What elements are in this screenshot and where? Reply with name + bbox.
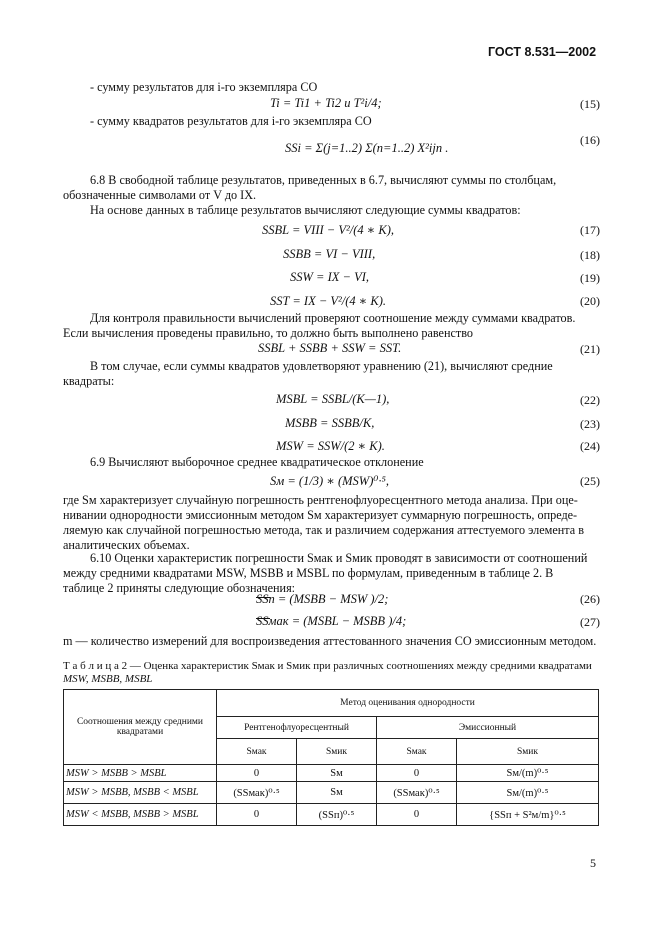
table-cell: 0: [377, 765, 457, 782]
paragraph-where-4: аналитических объемах.: [63, 538, 190, 552]
equation-number-23: (23): [580, 417, 600, 431]
table-cell: Sм/(m)⁰·⁵: [457, 782, 599, 804]
equation-16: SSi = Σ(j=1..2) Σ(n=1..2) X²ijn .: [285, 141, 449, 155]
page-number: 5: [590, 856, 596, 870]
equation-number-15: (15): [580, 97, 600, 111]
equation-17: SSBL = VIII − V²/(4 ∗ K),: [262, 223, 394, 237]
equation-23: MSBB = SSBB/K,: [285, 416, 375, 430]
paragraph-where-2: нивании однородности эмиссионным методом Sм характеризует суммарную погрешность, опреде-: [63, 508, 578, 522]
table-subheader: Sмик: [457, 739, 599, 765]
paragraph-sums: На основе данных в таблице результатов вычисляют следующие суммы квадратов:: [90, 203, 521, 217]
equation-15: Ti = Ti1 + Ti2 и T²i/4;: [270, 96, 382, 110]
table-cell: Sм: [297, 765, 377, 782]
equation-number-17: (17): [580, 223, 600, 237]
equation-number-24: (24): [580, 439, 600, 453]
equation-25: Sм = (1/3) ∗ (MSW)⁰·⁵,: [270, 474, 389, 488]
paragraph-control-cont: Если вычисления проведены правильно, то должно быть выполнено равенство: [63, 326, 473, 340]
table-row: [64, 804, 599, 826]
paragraph-control: Для контроля правильности вычислений проверяют соотношение между суммами квадратов.: [90, 311, 576, 325]
equation-20: SST = IX − V²/(4 ∗ K).: [270, 294, 387, 308]
paragraph-6-8: 6.8 В свободной таблице результатов, приведенных в 6.7, вычисляют суммы по столбцам,: [90, 173, 557, 187]
table-cell-condition: MSW > MSBB > MSBL: [64, 765, 217, 782]
equation-21: SSBL + SSBB + SSW = SST.: [258, 341, 402, 355]
paragraph-case-cont: квадраты:: [63, 374, 115, 388]
equation-24: MSW = SSW/(2 ∗ K).: [276, 439, 385, 453]
paragraph-6-10-cont2: таблице 2 приняты следующие обозначения:: [63, 581, 296, 595]
list-item-sum-squares: - сумму квадратов результатов для i-го экземпляра СО: [90, 114, 372, 128]
equation-number-19: (19): [580, 271, 600, 285]
paragraph-where-3: ляемую как случайной погрешностью метода, так и различием содержания аттестуемого элемента в: [63, 523, 584, 537]
equation-number-21: (21): [580, 342, 600, 356]
equation-number-27: (27): [580, 615, 600, 629]
table-cell-condition: MSW < MSBB, MSBB > MSBL: [64, 804, 217, 826]
table-cell: {SSп + S²м/m}⁰·⁵: [457, 804, 599, 826]
equation-number-16: (16): [580, 133, 600, 147]
paragraph-case: В том случае, если суммы квадратов удовлетворяют уравнению (21), вычисляют средние: [90, 359, 553, 373]
paragraph-6-10: 6.10 Оценки характеристик погрешности Sмак и Sмик проводят в зависимости от соотношений: [90, 551, 588, 565]
equation-number-26: (26): [580, 592, 600, 606]
paragraph-m: m — количество измерений для воспроизведения аттестованного значения СО эмиссионным методом.: [63, 634, 597, 648]
equation-26: SSп = (MSBB − MSW )/2;: [256, 592, 389, 606]
equation-number-22: (22): [580, 393, 600, 407]
table-cell: 0: [217, 765, 297, 782]
table-xrf-header: Рентгенофлуоресцентный: [217, 717, 377, 739]
equation-number-18: (18): [580, 248, 600, 262]
equation-number-25: (25): [580, 474, 600, 488]
table-cell: 0: [377, 804, 457, 826]
paragraph-6-10-cont: между средними квадратами MSW, MSBB и MSBL по формулам, приведенным в таблице 2. В: [63, 566, 554, 580]
paragraph-6-9: 6.9 Вычисляют выборочное среднее квадратическое отклонение: [90, 455, 424, 469]
table-subheader: Sмак: [217, 739, 297, 765]
table-subheader: Sмик: [297, 739, 377, 765]
equation-number-20: (20): [580, 294, 600, 308]
list-item-sum: - сумму результатов для i-го экземпляра СО: [90, 80, 318, 94]
table-cell: (SSмак)⁰·⁵: [377, 782, 457, 804]
table-cell-condition: MSW > MSBB, MSBB < MSBL: [64, 782, 217, 804]
document-header: ГОСТ 8.531—2002: [488, 45, 597, 59]
equation-18: SSBB = VI − VIII,: [283, 247, 376, 261]
table-corner-header: Соотношения между средними квадратами: [64, 690, 217, 765]
table-cell: (SSмак)⁰·⁵: [217, 782, 297, 804]
paragraph-6-8-cont: обозначенные символами от V до IX.: [63, 188, 257, 202]
table-caption: Т а б л и ц а 2 — Оценка характеристик Sмак и Sмик при различных соотношениях между средними квадратами: [63, 660, 592, 672]
paragraph-where-1: где Sм характеризует случайную погрешность рентгенофлуоресцентного метода анализа. При оце-: [63, 493, 578, 507]
equation-22: MSBL = SSBL/(K—1),: [276, 392, 390, 406]
table-cell: 0: [217, 804, 297, 826]
table-cell: (SSп)⁰·⁵: [297, 804, 377, 826]
table-caption-cont: MSW, MSBB, MSBL: [63, 673, 153, 685]
table-cell: Sм: [297, 782, 377, 804]
table-method-header: Метод оценивания однородности: [217, 690, 599, 717]
table-cell: Sм/(m)⁰·⁵: [457, 765, 599, 782]
table-row: [64, 765, 599, 782]
table-subheader: Sмак: [377, 739, 457, 765]
table-row: [64, 782, 599, 804]
equation-19: SSW = IX − VI,: [290, 270, 370, 284]
table-2: [63, 689, 599, 826]
equation-27: SSмак = (MSBL − MSBB )/4;: [256, 614, 407, 628]
table-emission-header: Эмиссионный: [377, 717, 599, 739]
